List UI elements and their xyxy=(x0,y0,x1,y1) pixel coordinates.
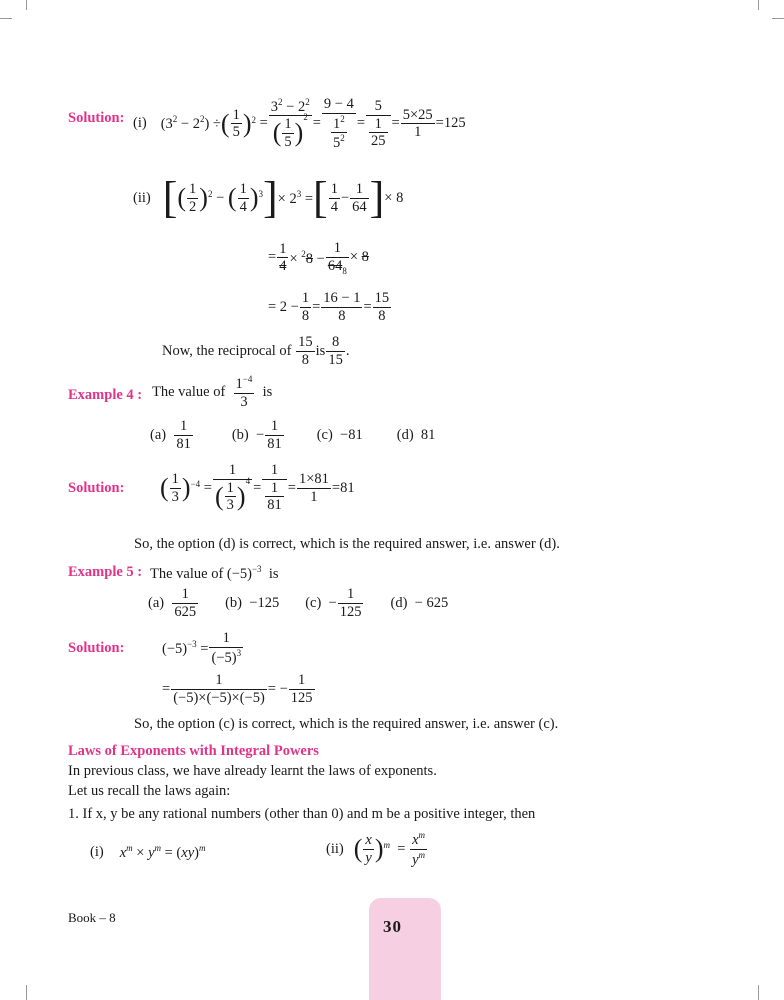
math-fraction: $\frac{5\times 25}{1}$ xyxy=(402,106,433,141)
reciprocal-line: Now, the reciprocal of $\frac{15}{8}$ is $\frac{8}{15}$ . xyxy=(162,334,350,368)
solution-part-ii: (ii) [ ( $\frac{1}{2}$ ) 2 − ( $\frac{1}{4}$ ) 3 ] × $2^3$ = [ $\frac{1}{4}$ − $\frac{1}{64}$ ] × 8 xyxy=(133,173,404,222)
example-question: The value of $(-5)^{-3}$ is xyxy=(150,564,279,582)
crop-mark xyxy=(0,18,12,19)
solution-label: Solution: xyxy=(68,640,125,656)
solution-expr: $(-5)^{-3}$ = $\frac{1}{(-5)^3}$ xyxy=(162,630,242,666)
solution-expr: = $\frac{1}{(-5)\times(-5)\times(-5)}$ = − $\frac{1}{125}$ xyxy=(162,672,313,706)
part-label: (ii) xyxy=(133,189,151,206)
page-number: 30 xyxy=(383,917,402,936)
math-expr: = xyxy=(356,115,366,132)
list-item: 1. If x, y be any rational numbers (other than 0) and m be a positive integer, then xyxy=(68,806,536,822)
math-bracket: [ xyxy=(162,173,178,222)
math-expr: $(3^2 - 2^2)$ ÷ xyxy=(160,114,221,133)
book-label: Book – 8 xyxy=(68,910,116,925)
solution-expr: ( $\frac{1}{3}$ ) −4 = 1 ( $\frac{1}{3}$ )$^4$ = $\frac{1}{\frac{1}{81}}$ = $\frac{1\times 81}{1}$ =81 xyxy=(160,462,355,514)
math-paren: ) xyxy=(242,108,252,138)
crop-mark xyxy=(758,985,759,1000)
math-fraction: $3^2 - 2^2$ ( $\frac{1}{5}$ )$^2$ xyxy=(270,96,310,151)
example-label: Example 5 : xyxy=(68,564,143,580)
example-options: (a) $\frac{1}{625}$ (b) −125 (c) − $\frac{1}{125}$ (d) − 625 xyxy=(148,586,449,620)
math-expr: = xyxy=(312,115,321,132)
math-expr: = xyxy=(391,115,400,132)
crop-mark xyxy=(758,0,759,10)
example-question: The value of $\frac{1^{-4}}{3}$ is xyxy=(152,374,273,410)
example-options: (a) $\frac{1}{81}$ (b) − $\frac{1}{81}$ (c) −81 (d) 81 xyxy=(150,418,436,452)
section-heading: Laws of Exponents with Integral Powers xyxy=(68,743,319,759)
math-expr: = xyxy=(255,115,268,132)
math-paren: ( xyxy=(220,108,230,138)
paragraph: Let us recall the laws again: xyxy=(68,783,231,799)
crop-mark xyxy=(26,985,27,1000)
math-fraction: $\frac{1}{5}$ xyxy=(232,106,240,141)
law-ii: (ii) ( $\frac{x}{y}$ ) m = $\frac{x^m}{y^m}$ xyxy=(326,830,425,868)
result-value: =125 xyxy=(435,115,466,132)
example-label: Example 4 : xyxy=(68,387,143,403)
solution-step: = 2 − $\frac{1}{8}$ = $\frac{16 - 1}{8}$ = $\frac{15}{8}$ xyxy=(268,290,390,324)
conclusion-text: So, the option (c) is correct, which is the required answer, i.e. answer (c). xyxy=(134,716,559,732)
math-fraction: $\frac{5}{\frac{1}{25}}$ xyxy=(366,98,391,150)
part-label: (i) xyxy=(133,115,147,132)
conclusion-text: So, the option (d) is correct, which is the required answer, i.e. answer (d). xyxy=(134,536,560,552)
math-fraction: $\frac{9 - 4}{\frac{1^2}{5^2}}$ xyxy=(323,96,354,151)
paragraph: In previous class, we have already learnt the laws of exponents. xyxy=(68,763,437,779)
solution-label: Solution: xyxy=(68,110,125,126)
crop-mark xyxy=(26,0,27,10)
solution-step: = $\frac{1}{4}$ × $^2$8 − $\frac{1}{64_8}$ × 8 xyxy=(268,240,369,276)
page-number-tab xyxy=(369,898,441,1000)
solution-label: Solution: xyxy=(68,480,125,496)
crop-mark xyxy=(772,18,784,19)
law-i: (i) $x^m \times y^m = (xy)^m$ xyxy=(90,843,206,861)
solution-part-i: (i) $(3^2 - 2^2)$ ÷ ( $\frac{1}{5}$ ) 2 = $3^2 - 2^2$ ( $\frac{1}{5}$ )$^2$ = $\frac{9 - 4}{\frac{1^2}{5^2}}$ = $\frac{5}{\frac{1}{25}}$ = $\frac{5\times 25}{1}$ =125 xyxy=(133,96,466,151)
math-bracket: ] xyxy=(263,173,278,222)
